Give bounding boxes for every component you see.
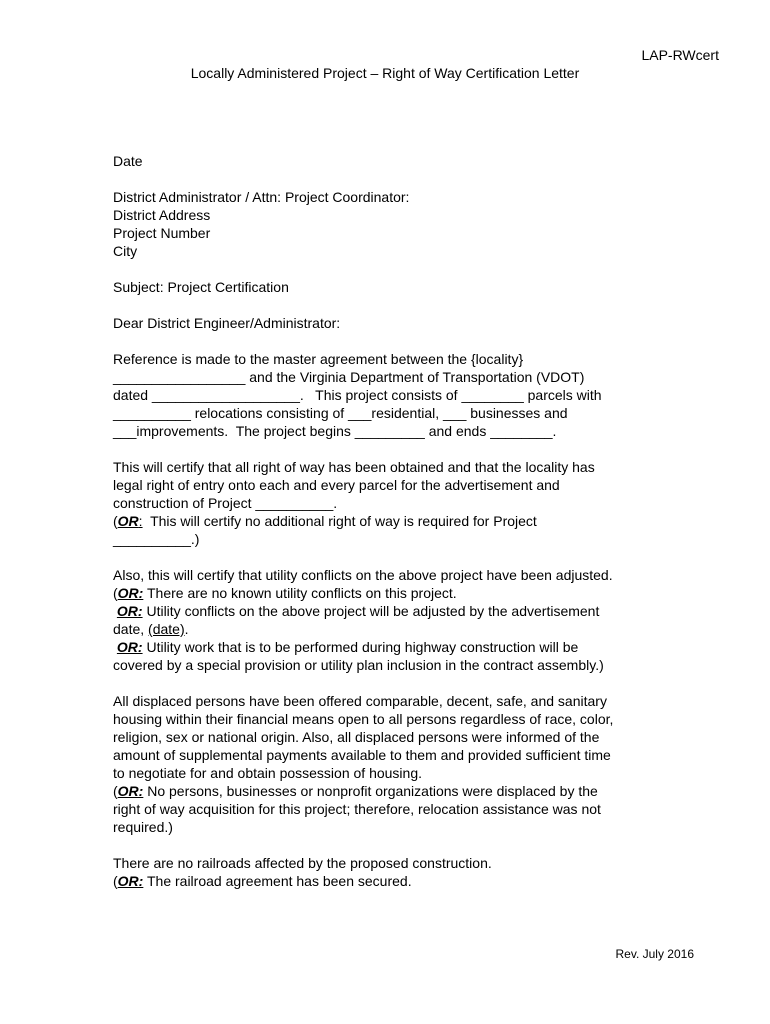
- utility-or-line: [113, 638, 658, 656]
- document-title: Locally Administered Project – Right of Way Certification Letter: [190, 65, 580, 81]
- row-cert-line: This will certify that all right of way has been obtained and that the locality has: [113, 459, 595, 475]
- or-text: Utility work that is to be performed during highway construction will be: [142, 639, 579, 655]
- address-line: District Administrator / Attn: Project Coordinator:: [113, 189, 410, 205]
- revision-date: Rev. July 2016: [615, 947, 694, 961]
- paren: (: [113, 783, 118, 799]
- address-line: District Address: [113, 207, 211, 223]
- or-label: OR:: [117, 783, 144, 799]
- paren: (: [113, 873, 118, 889]
- or-text: Utility conflicts on the above project will be adjusted by the advertisement: [142, 603, 600, 619]
- subject-line: Subject: Project Certification: [113, 279, 289, 295]
- paren: (: [113, 585, 118, 601]
- reference-line: Reference is made to the master agreement between the {locality}: [113, 351, 524, 367]
- utility-or-line: [113, 584, 658, 602]
- row-cert-line: construction of Project __________.: [113, 495, 338, 511]
- text: date,: [113, 621, 149, 637]
- row-certification-paragraph: [113, 458, 658, 548]
- reference-line: dated ___________________. This project consists of ________ parcels with: [113, 387, 602, 403]
- or-text: This will certify no additional right of way is required for Project: [142, 513, 537, 529]
- or-label: OR:: [116, 603, 143, 619]
- document-code: LAP-RWcert: [641, 47, 719, 63]
- displaced-or-line: [113, 782, 658, 800]
- displaced-paragraph: [113, 692, 658, 836]
- displaced-line: amount of supplemental payments available to them and provided sufficient time: [113, 747, 611, 763]
- reference-line: __________ relocations consisting of ___residential, ___ businesses and: [113, 405, 568, 421]
- utility-intro: Also, this will certify that utility conflicts on the above project have been adjusted.: [113, 567, 613, 583]
- displaced-or-cont: right of way acquisition for this project; therefore, relocation assistance was not: [113, 801, 601, 817]
- or-label: OR:: [117, 873, 144, 889]
- reference-line: ___improvements. The project begins _________ and ends ________.: [113, 423, 557, 439]
- or-text: There are no known utility conflicts on this project.: [143, 585, 457, 601]
- utility-or-cont: [113, 620, 658, 638]
- salutation: Dear District Engineer/Administrator:: [113, 315, 341, 331]
- reference-paragraph: [113, 350, 658, 440]
- displaced-line: All displaced persons have been offered comparable, decent, safe, and sanitary: [113, 693, 607, 709]
- or-text: No persons, businesses or nonprofit organizations were displaced by the: [143, 783, 598, 799]
- date-line: Date: [113, 153, 143, 169]
- or-label: OR:: [116, 639, 143, 655]
- displaced-line: religion, sex or national origin. Also, all displaced persons were informed of the: [113, 729, 600, 745]
- address-line: Project Number: [113, 225, 211, 241]
- letter-body: [113, 152, 658, 890]
- address-block: [113, 188, 658, 260]
- row-or-end: __________.): [113, 531, 200, 547]
- railroad-line: There are no railroads affected by the proposed construction.: [113, 855, 492, 871]
- row-or-line: [113, 512, 658, 530]
- displaced-line: housing within their financial means open to all persons regardless of race, color,: [113, 711, 614, 727]
- or-colon: :: [138, 513, 143, 529]
- paren: (: [113, 513, 118, 529]
- utility-or-line: [113, 602, 658, 620]
- railroad-or-line: [113, 872, 658, 890]
- railroad-paragraph: [113, 854, 658, 890]
- or-label: OR:: [117, 585, 144, 601]
- address-line: City: [113, 243, 138, 259]
- text: .: [184, 621, 189, 637]
- displaced-line: to negotiate for and obtain possession of housing.: [113, 765, 422, 781]
- utility-paragraph: [113, 566, 658, 674]
- reference-line: _________________ and the Virginia Department of Transportation (VDOT): [113, 369, 585, 385]
- row-cert-line: legal right of entry onto each and every parcel for the advertisement and: [113, 477, 560, 493]
- displaced-or-cont: required.): [113, 819, 173, 835]
- utility-or-cont: covered by a special provision or utility plan inclusion in the contract assembly.): [113, 657, 604, 673]
- or-text: The railroad agreement has been secured.: [143, 873, 412, 889]
- date-placeholder: (date): [148, 621, 185, 637]
- or-label: OR: [117, 513, 139, 529]
